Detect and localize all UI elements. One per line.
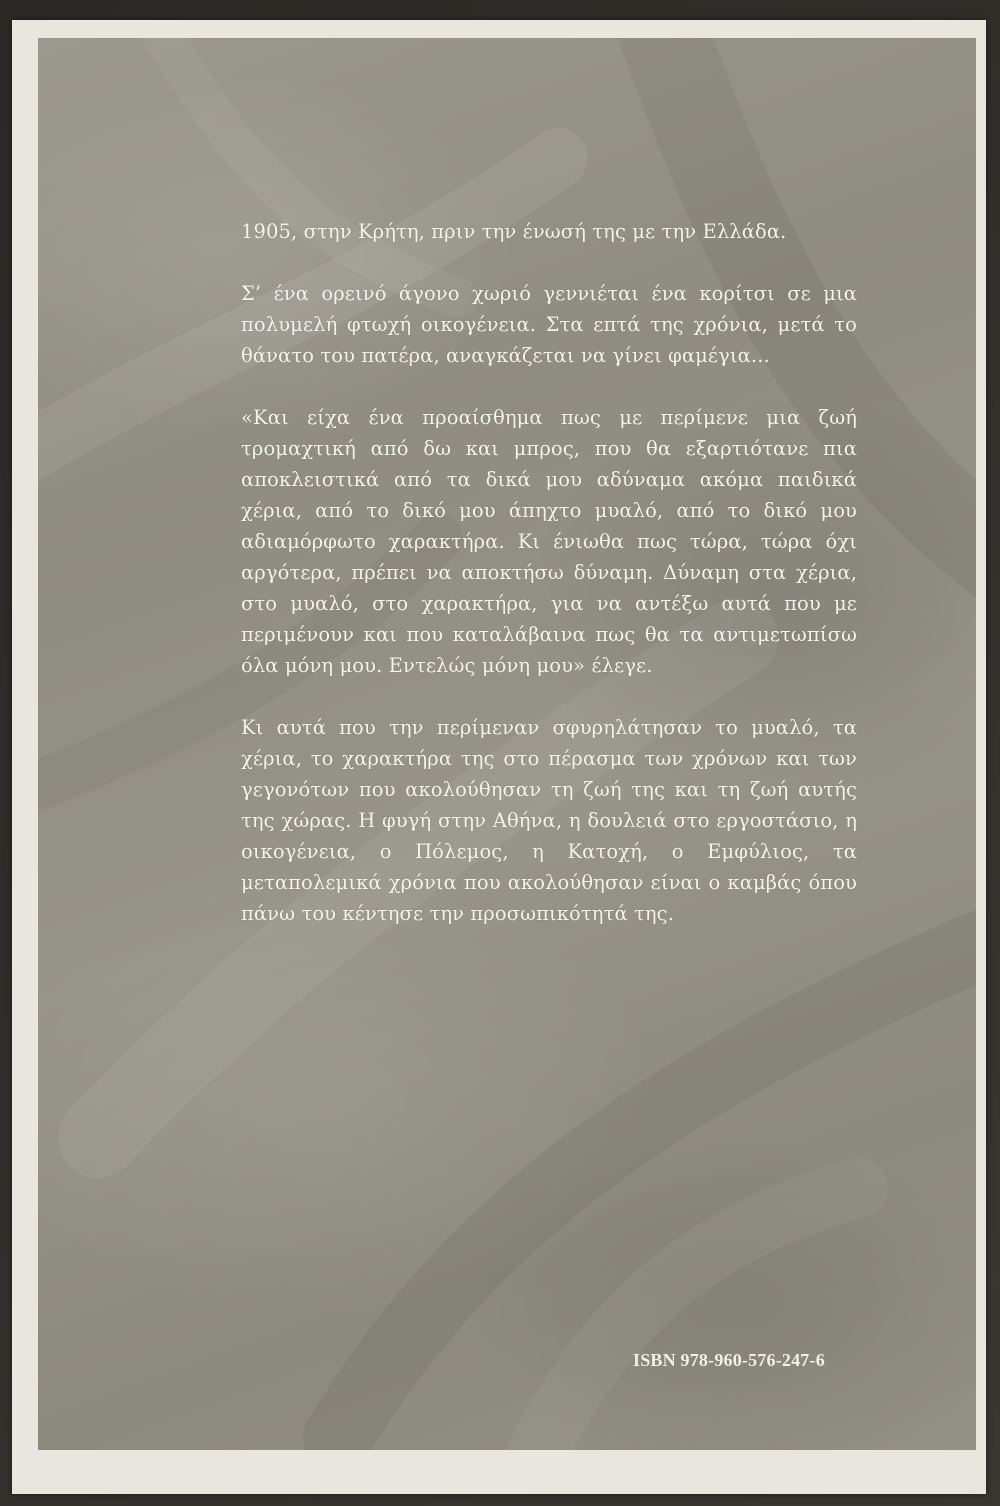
blurb-paragraph-3: «Και είχα ένα προαίσθημα πως με περίμενε μια ζωή τρομαχτική από δω και μπρος, που θα εξαρτιότανε πια αποκλειστικά από τα δικά μου αδύναμα ακόμα παιδικά χέρια, από το δικό μου άπηχτο μυαλό, από το δικό μου αδιαμόρφωτο χαρακτήρα. Κι ένιωθα πως τώρα, τώρα όχι αργότερα, πρέπει να αποκτήσω δύναμη. Δύναμη στα χέρια, στο μυαλό, στο χαρακτήρα, για να αντέξω αυτά που με περιμένουν και που καταλάβαινα πως θα τα αντιμετωπίσω όλα μόνη μου. Εντελώς μόνη μου» έλεγε. [241, 406, 857, 677]
blurb-paragraph-1: 1905, στην Κρήτη, πριν την ένωσή της με την Ελλάδα. [241, 220, 787, 243]
blurb-paragraph-4: Κι αυτά που την περίμεναν σφυρηλάτησαν το μυαλό, τα χέρια, το χαρακτήρα της στο πέρασμα των χρόνων και των γεγονότων που ακολούθησαν τη ζωή της και τη ζωή αυτής της χώρας. Η φυγή στην Αθήνα, η δουλειά στο εργοστάσιο, η οικογένεια, ο Πόλεμος, η Κατοχή, ο Εμφύλιος, τα μεταπολεμικά χρόνια που ακολούθησαν είναι ο καμβάς όπου πάνω του κέντησε την προσωπικότητά της. [241, 716, 857, 925]
blurb-paragraph-2: Σ’ ένα ορεινό άγονο χωριό γεννιέται ένα κορίτσι σε μια πολυμελή φτωχή οικογένεια. Στα επτά της χρόνια, μετά το θάνατο του πατέρα, αναγκάζεται να γίνει φαμέγια... [241, 282, 857, 367]
isbn-number: ISBN 978-960-576-247-6 [633, 1350, 825, 1370]
book-back-cover [38, 38, 976, 1450]
blurb-text [241, 216, 857, 960]
